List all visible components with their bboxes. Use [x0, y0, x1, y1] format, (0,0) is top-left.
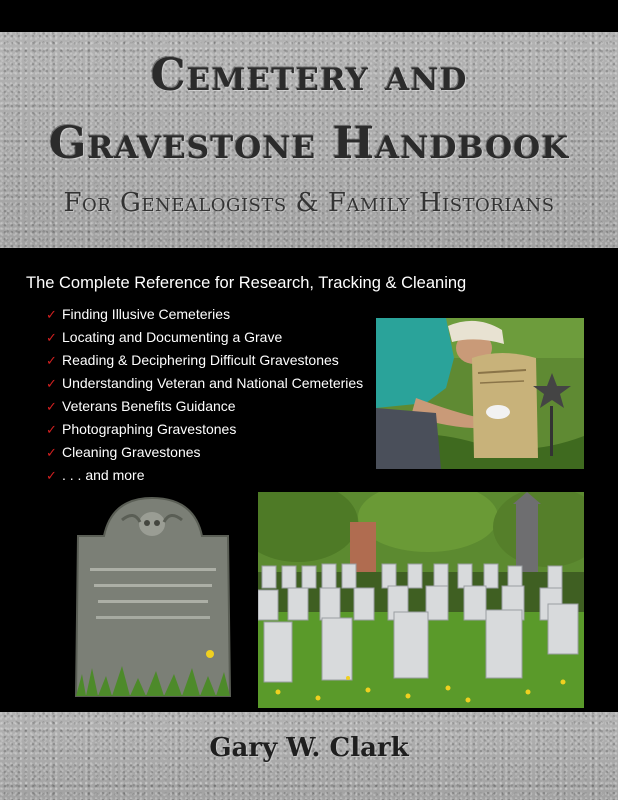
check-icon: ✓ [46, 422, 57, 437]
feature-label: Veterans Benefits Guidance [62, 398, 236, 414]
skull-gravestone-illustration [72, 496, 234, 704]
tagline: The Complete Reference for Research, Tracking & Cleaning [26, 274, 467, 292]
subtitle: For Genealogists & Family Historians [63, 188, 555, 218]
author-name: Gary W. Clark [209, 733, 409, 763]
skull-gravestone-image [72, 496, 234, 704]
feature-label: Finding Illusive Cemeteries [62, 306, 231, 322]
title-line-1: Cemetery and [150, 50, 468, 101]
feature-item [46, 372, 363, 395]
feature-item [46, 418, 363, 441]
feature-list [46, 303, 363, 487]
feature-item [46, 464, 363, 487]
check-icon: ✓ [46, 468, 57, 483]
feature-item [46, 303, 363, 326]
title-line-2: Gravestone Handbook [48, 118, 570, 169]
feature-label: Cleaning Gravestones [62, 444, 201, 460]
feature-item [46, 349, 363, 372]
check-icon: ✓ [46, 445, 57, 460]
check-icon: ✓ [46, 376, 57, 391]
cemetery-rows-illustration [258, 492, 584, 708]
check-icon: ✓ [46, 307, 57, 322]
feature-label: Reading & Deciphering Difficult Gravestones [62, 352, 339, 368]
cleaning-scene-illustration [376, 318, 584, 469]
national-cemetery-photo [258, 492, 584, 708]
feature-item [46, 326, 363, 349]
check-icon: ✓ [46, 353, 57, 368]
feature-item [46, 441, 363, 464]
feature-label: Photographing Gravestones [62, 421, 237, 437]
feature-label: . . . and more [62, 467, 145, 483]
check-icon: ✓ [46, 330, 57, 345]
check-icon: ✓ [46, 399, 57, 414]
feature-label: Locating and Documenting a Grave [62, 329, 283, 345]
cleaning-gravestone-photo [376, 318, 584, 469]
feature-item [46, 395, 363, 418]
feature-label: Understanding Veteran and National Cemeteries [62, 375, 364, 391]
